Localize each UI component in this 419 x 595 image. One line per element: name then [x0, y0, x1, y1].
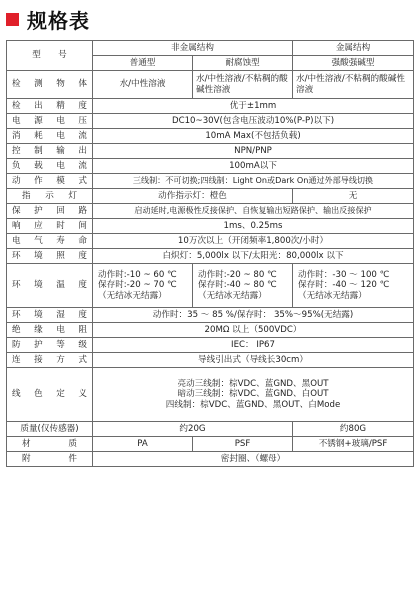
table-row — [7, 323, 414, 338]
table-row — [7, 437, 414, 452]
material-standard: PA — [93, 437, 193, 452]
row-label-material: 材 质 — [7, 437, 93, 452]
protection-value: IEC： IP67 — [93, 338, 414, 353]
table-row — [7, 264, 414, 308]
protect-value: 启动延时,电源极性反接保护、自恢复输出短路保护、输出反接保护 — [93, 204, 414, 219]
table-row — [7, 249, 414, 264]
weight-metal: 约80G — [293, 422, 414, 437]
row-label-humidity: 环 境 湿 度 — [7, 308, 93, 323]
voltage-value: DC10~30V(包含电压波动10%(P-P)以下) — [93, 114, 414, 129]
table-row — [7, 204, 414, 219]
row-label-protection: 防 护 等 级 — [7, 338, 93, 353]
table-row — [7, 174, 414, 189]
current-value: 10mA Max(不包括负载) — [93, 129, 414, 144]
detect-standard: 水/中性溶液 — [93, 71, 193, 99]
row-label-insulation: 绝 缘 电 阻 — [7, 323, 93, 338]
row-label-response: 响 应 时 间 — [7, 219, 93, 234]
row-label-voltage: 电 源 电 压 — [7, 114, 93, 129]
temperature-acid: 动作时：-30 ～ 100 ℃ 保存时：-40 ～ 120 ℃ （无结冰无结露） — [293, 264, 414, 308]
table-row — [7, 308, 414, 323]
material-acid: 不锈钢+玻璃/PSF — [293, 437, 414, 452]
table-row — [7, 144, 414, 159]
detect-acid: 水/中性溶液/不粘稠的酸碱性溶液 — [293, 71, 414, 99]
accessory-value: 密封圈、（螺母） — [93, 452, 414, 467]
table-row — [7, 338, 414, 353]
header-nonmetal: 非金属结构 — [93, 41, 293, 56]
row-label-mode: 动 作 模 式 — [7, 174, 93, 189]
row-label-accuracy: 检 出 精 度 — [7, 99, 93, 114]
row-label-connection: 连 接 方 式 — [7, 353, 93, 368]
table-row — [7, 234, 414, 249]
table-row — [7, 41, 414, 56]
table-row — [7, 114, 414, 129]
row-label-temperature: 环 境 温 度 — [7, 264, 93, 308]
row-label-load: 负 载 电 流 — [7, 159, 93, 174]
weight-nonmetal: 约20G — [93, 422, 293, 437]
temperature-standard: 动作时:-10 ~ 60 ℃ 保存时:-20 ~ 70 ℃ （无结冰无结露） — [93, 264, 193, 308]
table-row — [7, 452, 414, 467]
mode-value: 三线制：不可切换;四线制：Light On或Dark On通过外部导线切换 — [93, 174, 414, 189]
page-title: 规格表 — [27, 8, 90, 33]
table-row — [7, 368, 414, 422]
indicator-metal: 无 — [293, 189, 414, 204]
row-label-accessory: 附 件 — [7, 452, 93, 467]
spec-table — [6, 40, 414, 467]
table-row — [7, 71, 414, 99]
table-row — [7, 353, 414, 368]
header-standard: 普通型 — [93, 56, 193, 71]
connection-value: 导线引出式（导线长30cm） — [93, 353, 414, 368]
detect-corrosion: 水/中性溶液/不粘稠的酸碱性溶液 — [193, 71, 293, 99]
table-row — [7, 159, 414, 174]
row-label-life: 电 气 寿 命 — [7, 234, 93, 249]
indicator-nonmetal: 动作指示灯：橙色 — [93, 189, 293, 204]
row-label-detect: 检 测 物 体 — [7, 71, 93, 99]
table-row — [7, 189, 414, 204]
table-row — [7, 99, 414, 114]
table-row — [7, 422, 414, 437]
row-label-protect: 保 护 回 路 — [7, 204, 93, 219]
red-square-icon — [6, 13, 19, 26]
load-value: 100mA以下 — [93, 159, 414, 174]
accuracy-value: 优于±1mm — [93, 99, 414, 114]
header-acid: 强酸强碱型 — [293, 56, 414, 71]
row-label-indicator: 指 示 灯 — [7, 189, 93, 204]
row-label-current: 消 耗 电 流 — [7, 129, 93, 144]
table-row — [7, 219, 414, 234]
temperature-corrosion: 动作时:-20 ~ 80 ℃ 保存时:-40 ~ 80 ℃ （无结冰无结露） — [193, 264, 293, 308]
row-label-weight: 质量(仅传感器) — [7, 422, 93, 437]
row-label-wire: 线 色 定 义 — [7, 368, 93, 422]
life-value: 10万次以上（开闭频率1,800次/小时） — [93, 234, 414, 249]
row-label-light: 环 境 照 度 — [7, 249, 93, 264]
material-corrosion: PSF — [193, 437, 293, 452]
humidity-value: 动作时：35 ～ 85 %/保存时： 35%～95%(无结露) — [93, 308, 414, 323]
response-value: 1ms、0.25ms — [93, 219, 414, 234]
row-label-output: 控 制 输 出 — [7, 144, 93, 159]
output-value: NPN/PNP — [93, 144, 414, 159]
title-bar — [6, 6, 90, 32]
insulation-value: 20MΩ 以上（500VDC） — [93, 323, 414, 338]
header-metal: 金属结构 — [293, 41, 414, 56]
table-row — [7, 129, 414, 144]
header-corrosion: 耐腐蚀型 — [193, 56, 293, 71]
row-label-model: 型 号 — [7, 41, 93, 71]
light-value: 白炽灯：5,000lx 以下/太阳光：80,000lx 以下 — [93, 249, 414, 264]
wire-value: 亮动三线制：棕VDC、蓝GND、黑OUT 暗动三线制：棕VDC、蓝GND、白OUT 四线制：棕VDC、蓝GND、黑OUT、白Mode — [93, 368, 414, 422]
